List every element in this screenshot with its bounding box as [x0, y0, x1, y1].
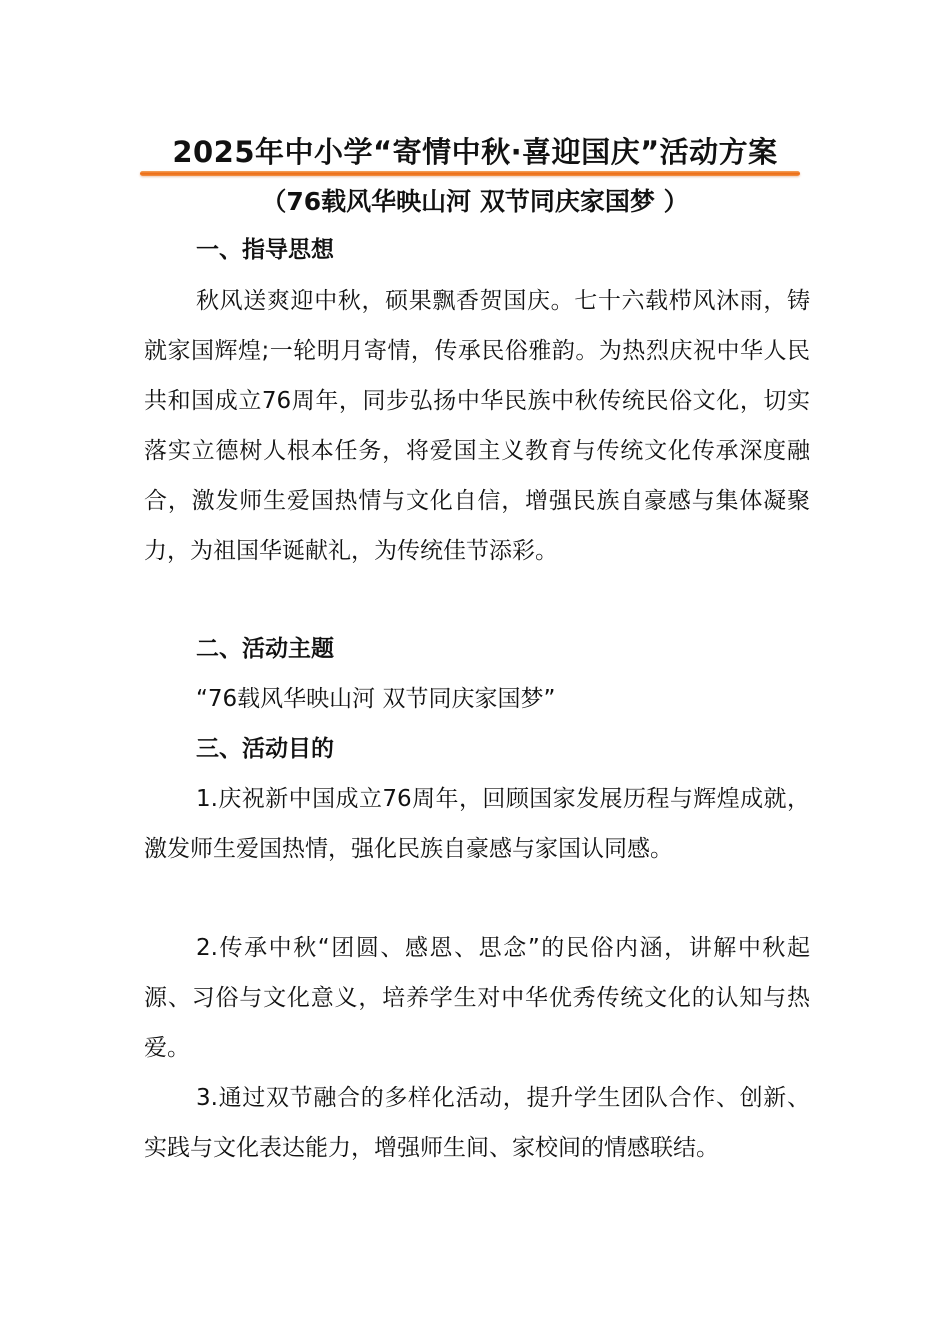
document-title: 2025年中小学“寄情中秋·喜迎国庆”活动方案	[172, 135, 778, 169]
section-heading-activity-purpose: 三、活动目的	[196, 736, 334, 762]
guiding-ideology-paragraph: 秋风送爽迎中秋，硕果飘香贺国庆。七十六载栉风沐雨，铸就家国辉煌;一轮明月寄情，传承民俗雅韵。为热烈庆祝中华人民共和国成立76周年，同步弘扬中华民族中秋传统民俗文化，切实落实立德树人根本任务，将爱国主义教育与传统文化传承深度融合，激发师生爱国热情与文化自信，增强民族自豪感与集体凝聚力，为祖国华诞献礼，为传统佳节添彩。	[144, 288, 810, 564]
purpose-item-1: 1.庆祝新中国成立76周年，回顾国家发展历程与辉煌成就，激发师生爱国热情，强化民族自豪感与家国认同感。	[144, 786, 810, 862]
title-underline-decoration	[140, 171, 800, 176]
purpose-item-2: 2.传承中秋“团圆、感恩、思念”的民俗内涵，讲解中秋起源、习俗与文化意义，培养学生对中华优秀传统文化的认知与热爱。	[144, 935, 810, 1061]
document-subtitle: （76载风华映山河 双节同庆家国梦 ）	[261, 187, 689, 216]
section-heading-guiding-ideology: 一、指导思想	[196, 237, 334, 263]
section-heading-activity-theme: 二、活动主题	[196, 636, 334, 662]
activity-theme-text: “76载风华映山河 双节同庆家国梦”	[196, 686, 556, 712]
purpose-item-3: 3.通过双节融合的多样化活动，提升学生团队合作、创新、实践与文化表达能力，增强师生间、家校间的情感联结。	[144, 1085, 810, 1161]
